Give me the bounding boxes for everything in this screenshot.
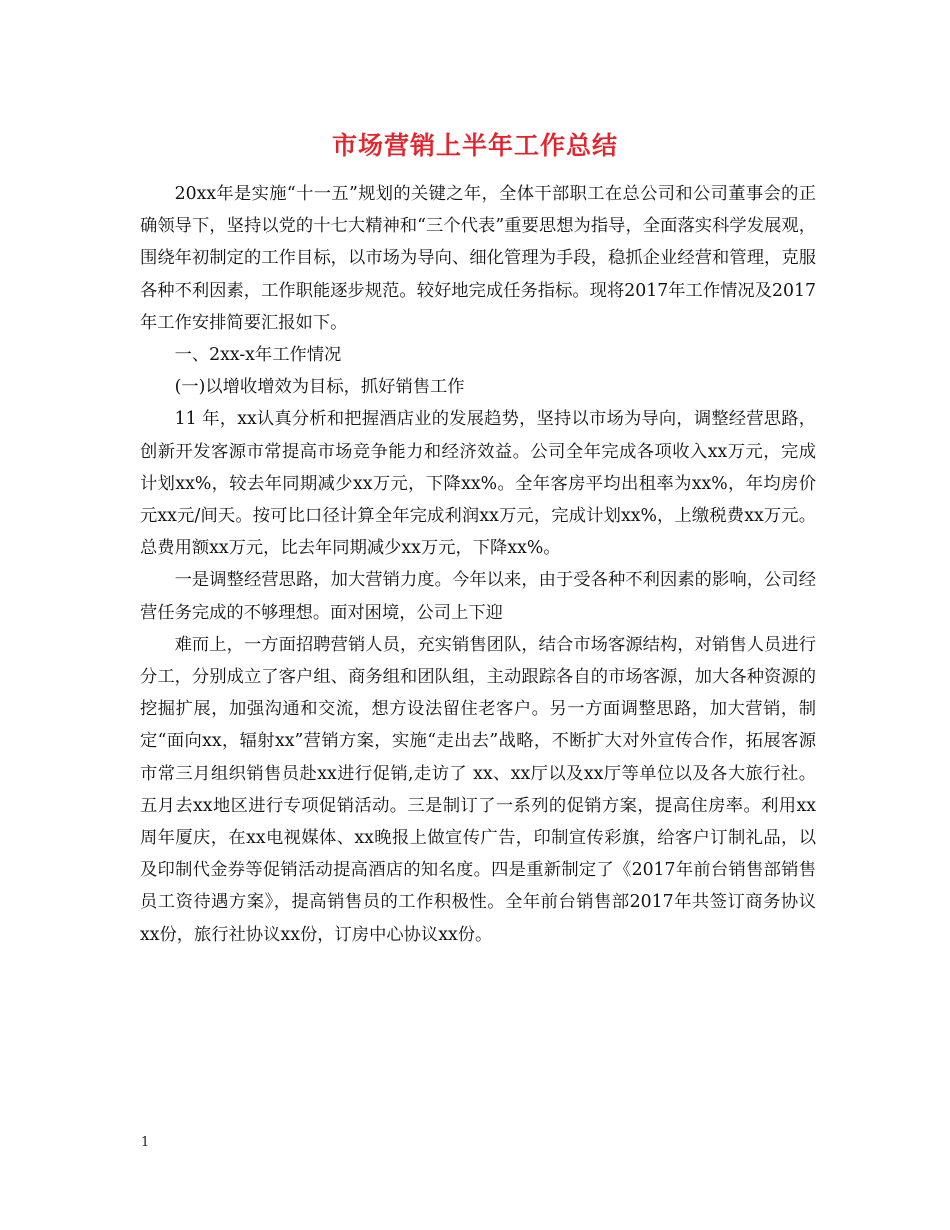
page-number: 1 bbox=[141, 1135, 150, 1150]
section-heading: 一、2xx-x年工作情况 bbox=[174, 345, 342, 366]
subsection-heading: (一)以增收增效为目标，抓好销售工作 bbox=[174, 377, 465, 398]
paragraph-sales-results: 11 年，xx认真分析和把握酒店业的发展趋势，坚持以市场为导向，调整经营思路，创新开发客源市常提高市场竞争能力和经济效益。公司全年完成各项收入xx万元，完成计划xx%，较去年同期减少xx万元，下降xx%。全年客房平均出租率为xx%，年均房价元xx元/间天。按可比口径计算全年完成利润xx万元，完成计划xx%，上缴税费xx万元。总费用额xx万元，比去年同期减少xx万元，下降xx%。 bbox=[140, 409, 816, 559]
page-title: 市场营销上半年工作总结 bbox=[331, 131, 618, 160]
paragraph-intro: 20xx年是实施“十一五”规划的关键之年，全体干部职工在总公司和公司董事会的正确领导下，坚持以党的十七大精神和“三个代表”重要思想为指导，全面落实科学发展观，围绕年初制定的工作目标，以市场为导向、细化管理为手段，稳抓企业经营和管理，克服各种不利因素，工作职能逐步规范。较好地完成任务指标。现将2017年工作情况及2017年工作安排简要汇报如下。 bbox=[140, 184, 816, 333]
document-body bbox=[140, 178, 816, 951]
paragraph-marketing-strategy: 一是调整经营思路，加大营销力度。今年以来，由于受各种不利因素的影响，公司经营任务完成的不够理想。面对困境，公司上下迎 bbox=[140, 570, 816, 623]
paragraph-marketing-details: 难而上，一方面招聘营销人员，充实销售团队，结合市场客源结构，对销售人员进行分工，分别成立了客户组、商务组和团队组，主动跟踪各自的市场客源，加大各种资源的挖掘扩展，加强沟通和交流，想方设法留住老客户。另一方面调整思路，加大营销，制定“面向xx，辐射xx”营销方案，实施“走出去”战略，不断扩大对外宣传合作，拓展客源市常三月组织销售员赴xx进行促销,走访了 xx、xx厅以及xx厅等单位以及各大旅行社。五月去xx地区进行专项促销活动。三是制订了一系列的促销方案，提高住房率。利用xx周年厦庆，在xx电视媒体、xx晚报上做宣传广告，印制宣传彩旗，给客户订制礼品，以及印制代金券等促销活动提高酒店的知名度。四是重新制定了《2017年前台销售部销售员工资待遇方案》，提高销售员的工作积极性。全年前台销售部2017年共签订商务协议xx份，旅行社协议xx份，订房中心协议xx份。 bbox=[140, 634, 816, 945]
